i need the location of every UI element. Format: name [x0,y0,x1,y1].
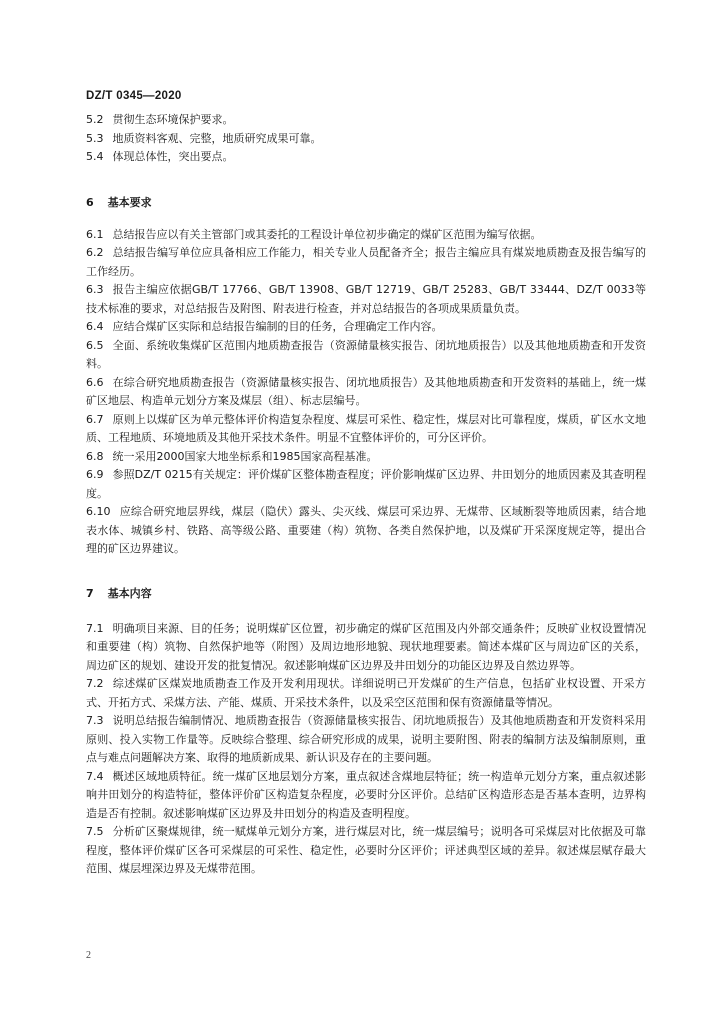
clause-number: 7.2 [86,677,104,690]
clause-text: 应结合煤矿区实际和总结报告编制的目的任务，合理确定工作内容。 [112,320,443,333]
clause-6-3 [86,281,646,318]
clause-6-7 [86,411,646,448]
clause-7-5 [86,823,646,879]
section-5-items [86,111,646,167]
clause-number: 6.8 [86,449,104,463]
clause-number: 6.4 [86,320,104,333]
clause-7-4 [86,768,646,824]
clause-number: 5.3 [86,131,104,145]
section-6-heading [86,194,646,212]
clause-text: 应综合研究地层界线，煤层（隐伏）露头、尖灭线、煤层可采边界、无煤带、区域断裂等地质因素，结合地表水体、城镇乡村、铁路、高等级公路、重要建（构）筑物、各类自然保护地，以及煤矿开采深度规定等，提出合理的矿区边界建议。 [86,505,646,555]
clause-6-2 [86,244,646,281]
clause-text: 总结报告编写单位应具备相应工作能力，相关专业人员配备齐全；报告主编应具有煤炭地质勘查及报告编写的工作经历。 [86,246,646,278]
clause-number: 6.5 [86,338,104,352]
clause-number: 5.4 [86,150,104,163]
page-number: 2 [86,950,91,961]
clause-number: 6.7 [86,412,104,426]
clause-text: 参照DZ/T 0215有关规定：评价煤矿区整体勘查程度；评价影响煤矿区边界、井田划分的地质因素及其查明程度。 [86,468,646,500]
section-title: 基本内容 [107,586,152,600]
clause-text: 原则上以煤矿区为单元整体评价构造复杂程度、煤层可采性、稳定性，煤层对比可靠程度，煤质，矿区水文地质、工程地质、环境地质及其他开采技术条件。明显不宜整体评价的，可分区评价。 [86,412,646,444]
clause-5-4 [86,148,646,167]
clause-7-1 [86,620,646,676]
clause-number: 6.3 [86,283,104,296]
clause-number: 7.3 [86,714,104,727]
clause-text: 明确项目来源、目的任务；说明煤矿区位置，初步确定的煤矿区范围及内外部交通条件；反映矿业权设置情况和重要建（构）筑物、自然保护地等（附图）及周边地形地貌、现状地理要素。简述本煤矿区与周边矿区的关系，周边矿区的规划、建设开发的批复情况。叙述影响煤矿区边界及井田划分的功能区边界及自然边界等。 [86,621,646,672]
clause-number: 7.5 [86,825,104,838]
document-page [86,90,646,879]
clause-text: 地质资料客观、完整，地质研究成果可靠。 [112,131,322,145]
clause-7-2 [86,675,646,712]
clause-6-5 [86,337,646,374]
clause-number: 7.1 [86,621,104,635]
clause-text: 在综合研究地质勘查报告（资源储量核实报告、闭坑地质报告）及其他地质勘查和开发资料的基础上，统一煤矿区地层、构造单元划分方案及煤层（组）、标志层编号。 [86,375,646,407]
clause-text: 总结报告应以有关主管部门或其委托的工程设计单位初步确定的煤矿区范围为编写依据。 [112,227,542,241]
clause-text: 全面、系统收集煤矿区范围内地质勘查报告（资源储量核实报告、闭坑地质报告）以及其他地质勘查和开发资料。 [86,338,646,370]
clause-6-8 [86,448,646,467]
clause-text: 报告主编应依据GB/T 17766、GB/T 13908、GB/T 12719、GB/T 25283、GB/T 33444、DZ/T 0033等技术标准的要求，对总结报告及附图、附表进行检查，并对总结报告的各项成果质量负责。 [86,283,646,315]
clause-6-4 [86,318,646,337]
clause-number: 6.1 [86,227,104,241]
clause-number: 7.4 [86,769,104,783]
clause-5-3 [86,130,646,149]
clause-6-6 [86,374,646,411]
clause-6-1 [86,226,646,245]
clause-6-9 [86,466,646,503]
clause-6-10 [86,503,646,559]
section-6-items [86,226,646,559]
clause-text: 分析矿区聚煤规律，统一赋煤单元划分方案，进行煤层对比，统一煤层编号；说明各可采煤层对比依据及可靠程度，整体评价煤矿区各可采煤层的可采性、稳定性，必要时分区评价；评述典型区域的差异。叙述煤层赋存最大范围、煤层埋深边界及无煤带范围。 [86,825,646,875]
clause-number: 6.10 [86,505,111,518]
clause-5-2 [86,111,646,130]
clause-7-3 [86,712,646,768]
clause-number: 6.6 [86,375,104,389]
clause-text: 统一采用2000国家大地坐标系和1985国家高程基准。 [112,449,378,463]
clause-number: 6.2 [86,246,104,259]
section-number: 6 [86,195,94,209]
clause-number: 5.2 [86,113,104,126]
clause-text: 概述区域地质特征。统一煤矿区地层划分方案，重点叙述含煤地层特征；统一构造单元划分方案，重点叙述影响井田划分的构造特征，整体评价矿区构造复杂程度，必要时分区评价。总结矿区构造形态是否基本查明，边界构造是否有控制。叙述影响煤矿区边界及井田划分的构造及查明程度。 [86,769,646,820]
section-title: 基本要求 [107,195,152,209]
section-number: 7 [86,586,94,600]
section-7-items [86,620,646,879]
standard-code-header: DZ/T 0345—2020 [86,90,182,102]
clause-text: 体现总体性，突出要点。 [112,150,234,163]
clause-text: 说明总结报告编制情况、地质勘查报告（资源储量核实报告、闭坑地质报告）及其他地质勘查和开发资料采用原则、投入实物工作量等。反映综合整理、综合研究形成的成果，说明主要附图、附表的编制方法及编制原则，重点与难点问题解决方案、取得的地质新成果、新认识及存在的主要问题。 [86,714,646,764]
clause-text: 贯彻生态环境保护要求。 [112,113,234,126]
section-7-heading [86,585,646,603]
clause-text: 综述煤矿区煤炭地质勘查工作及开发利用现状。详细说明已开发煤矿的生产信息，包括矿业权设置、开采方式、开拓方式、采煤方法、产能、煤质、开采技术条件，以及采空区范围和保有资源储量等情况。 [86,677,646,709]
clause-number: 6.9 [86,468,104,481]
